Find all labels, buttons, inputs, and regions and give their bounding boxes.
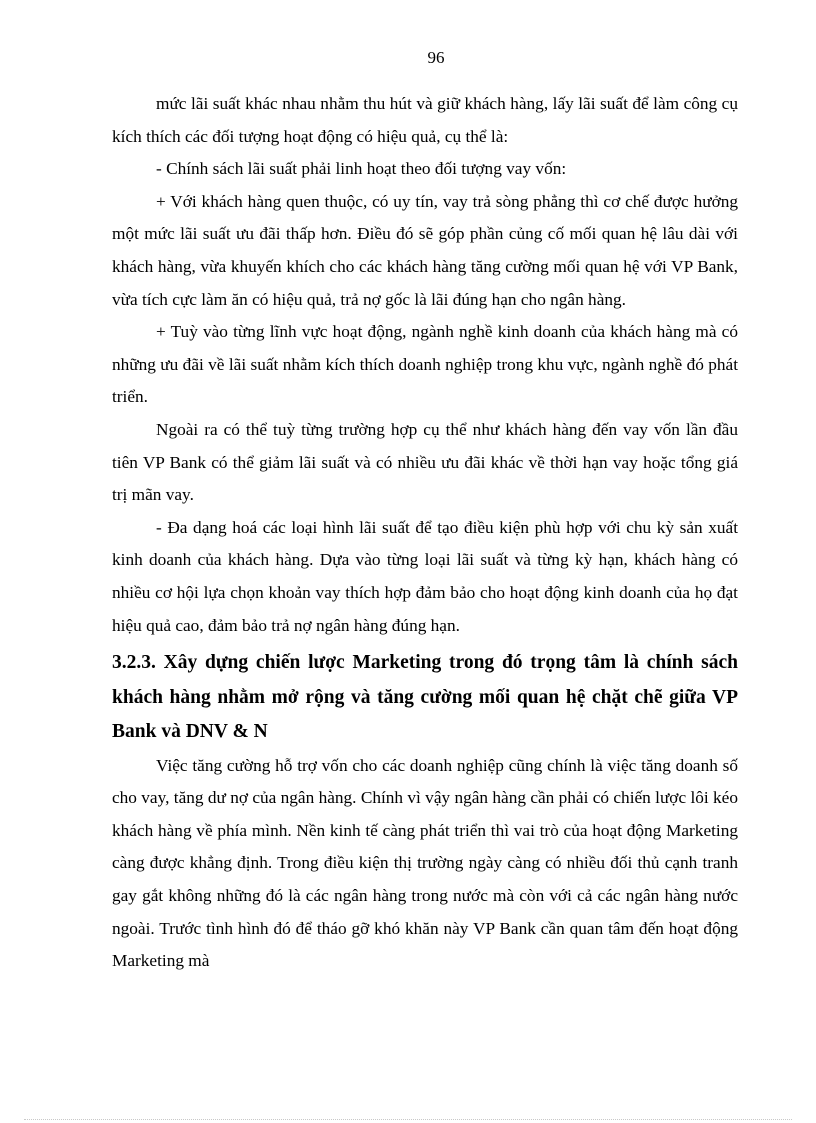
document-body — [112, 88, 738, 978]
paragraph-first-time-borrowers: Ngoài ra có thể tuỳ từng trường hợp cụ thể như khách hàng đến vay vốn lần đầu tiên VP Bank có thể giảm lãi suất và có nhiều ưu đãi khác về thời hạn vay hoặc tổng giá trị mãn vay. — [112, 419, 738, 505]
paragraph-sector-incentives: + Tuỳ vào từng lĩnh vực hoạt động, ngành nghề kinh doanh của khách hàng mà có những ưu đãi về lãi suất nhằm kích thích doanh nghiệp trong khu vực, ngành nghề đó phát triển. — [112, 322, 738, 407]
page-bottom-divider — [24, 1119, 792, 1120]
page-number: 96 — [427, 48, 445, 67]
paragraph-familiar-customers: + Với khách hàng quen thuộc, có uy tín, vay trả sòng phẳng thì cơ chế được hưởng một mức lãi suất ưu đãi thấp hơn. Điều đó sẽ góp phần củng cố mối quan hệ lâu dài với khách hàng, vừa khuyến khích cho các khách hàng tăng cường mối quan hệ với VP Bank, vừa tích cực làm ăn có hiệu quả, trả nợ gốc là lãi đúng hạn cho ngân hàng. — [112, 191, 738, 309]
section-body: Việc tăng cường hỗ trợ vốn cho các doanh nghiệp cũng chính là việc tăng doanh số cho vay, tăng dư nợ của ngân hàng. Chính vì vậy ngân hàng cần phải có chiến lược lôi kéo khách hàng về phía mình. Nền kinh tế càng phát triển thì vai trò của hoạt động Marketing càng được khẳng định. Trong điều kiện thị trường ngày càng có nhiều đối thủ cạnh tranh gay gắt không những đó là các ngân hàng trong nước mà còn với cả các ngân hàng nước ngoài. Trước tình hình đó để tháo gỡ khó khăn này VP Bank cần quan tâm đến hoạt động Marketing mà — [112, 755, 738, 971]
paragraph-interest-policy: - Chính sách lãi suất phải linh hoạt theo đối tượng vay vốn: — [156, 159, 567, 179]
section-heading: 3.2.3. Xây dựng chiến lược Marketing trong đó trọng tâm là chính sách khách hàng nhằm mở rộng và tăng cường mối quan hệ chặt chẽ giữa VP Bank và DNV & N — [112, 652, 738, 743]
paragraph-diversify-rates: - Đa dạng hoá các loại hình lãi suất để tạo điều kiện phù hợp với chu kỳ sản xuất kinh doanh của khách hàng. Dựa vào từng loại lãi suất và từng kỳ hạn, khách hàng có nhiều cơ hội lựa chọn khoản vay thích hợp đảm bảo cho hoạt động kinh doanh của họ đạt hiệu quả cao, đảm bảo trả nợ ngân hàng đúng hạn. — [112, 517, 738, 635]
paragraph-continuation: mức lãi suất khác nhau nhằm thu hút và giữ khách hàng, lấy lãi suất để làm công cụ kích thích các đối tượng hoạt động có hiệu quả, cụ thể là: — [112, 94, 738, 146]
